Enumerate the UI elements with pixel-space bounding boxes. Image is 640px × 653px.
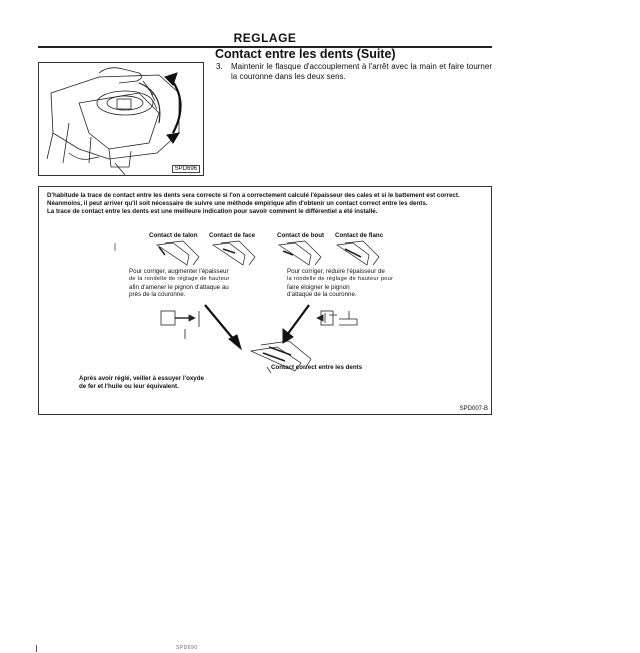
step-text: Maintenir le flasque d'accouplement à l'arrêt avec la main et faire tourner la couronne dans les deux sens. <box>231 62 492 81</box>
intro-line: La trace de contact entre les dents est une meilleure indication pour savoir comment le différentiel a été installé. <box>47 208 378 215</box>
label-contact-flanc: Contact de flanc <box>335 232 384 239</box>
left-correction-note <box>129 268 230 299</box>
step-number: 3. <box>216 62 223 71</box>
page-edge-mark <box>36 645 37 652</box>
label-contact-face: Contact de face <box>209 232 256 239</box>
label-contact-talon: Contact de talon <box>149 232 198 239</box>
tooth-contact-box <box>38 186 492 415</box>
note-line: afin d'amener le pignon d'attaque au <box>129 283 229 291</box>
right-correction-note <box>287 268 393 299</box>
step-3 <box>216 62 492 82</box>
footer-code: SPD690 <box>176 645 198 651</box>
figure-differential <box>38 62 204 176</box>
intro-line: Néanmoins, il peut arriver qu'il soit nécessaire de suivre une méthode empirique afin d'obtenir un contact correct entre les dents. <box>47 200 428 207</box>
note-line: la rondelle de réglage de hauteur pour <box>287 275 394 282</box>
note-line: faire éloigner le pignon <box>287 283 350 291</box>
intro-line: D'habitude la trace de contact entre les dents sera correcte si l'on a correctement calculé l'épaisseur des cales et si le battement est correct. <box>47 192 460 199</box>
note-line: de la rondelle de réglage de hauteur <box>129 275 230 282</box>
label-contact-bout: Contact de bout <box>277 232 325 239</box>
note-line: de fer et l'huile ou leur équivalent. <box>79 383 179 390</box>
note-line: d'attaque de la couronne. <box>287 291 357 299</box>
note-line: près de la couronne. <box>129 291 186 299</box>
note-line: Pour corriger, augmenter l'épaisseur <box>129 268 229 275</box>
section-title: Contact entre les dents (Suite) <box>215 47 396 61</box>
note-line: Pour corriger, réduire l'épaisseur de <box>287 268 385 275</box>
after-adjustment-note <box>79 375 204 391</box>
note-line: Après avoir réglé, veiller à essuyer l'oxyde <box>79 375 204 382</box>
differential-gear-illustration <box>39 63 205 177</box>
figure-code: SPD007-B <box>459 406 488 412</box>
figure-code: SPD696 <box>172 165 200 173</box>
page-title: REGLAGE <box>233 31 297 45</box>
curved-double-arrow-icon <box>165 73 181 143</box>
label-contact-correct: Contact correct entre les dents <box>271 364 363 371</box>
pinion-shim-icon <box>161 311 357 339</box>
